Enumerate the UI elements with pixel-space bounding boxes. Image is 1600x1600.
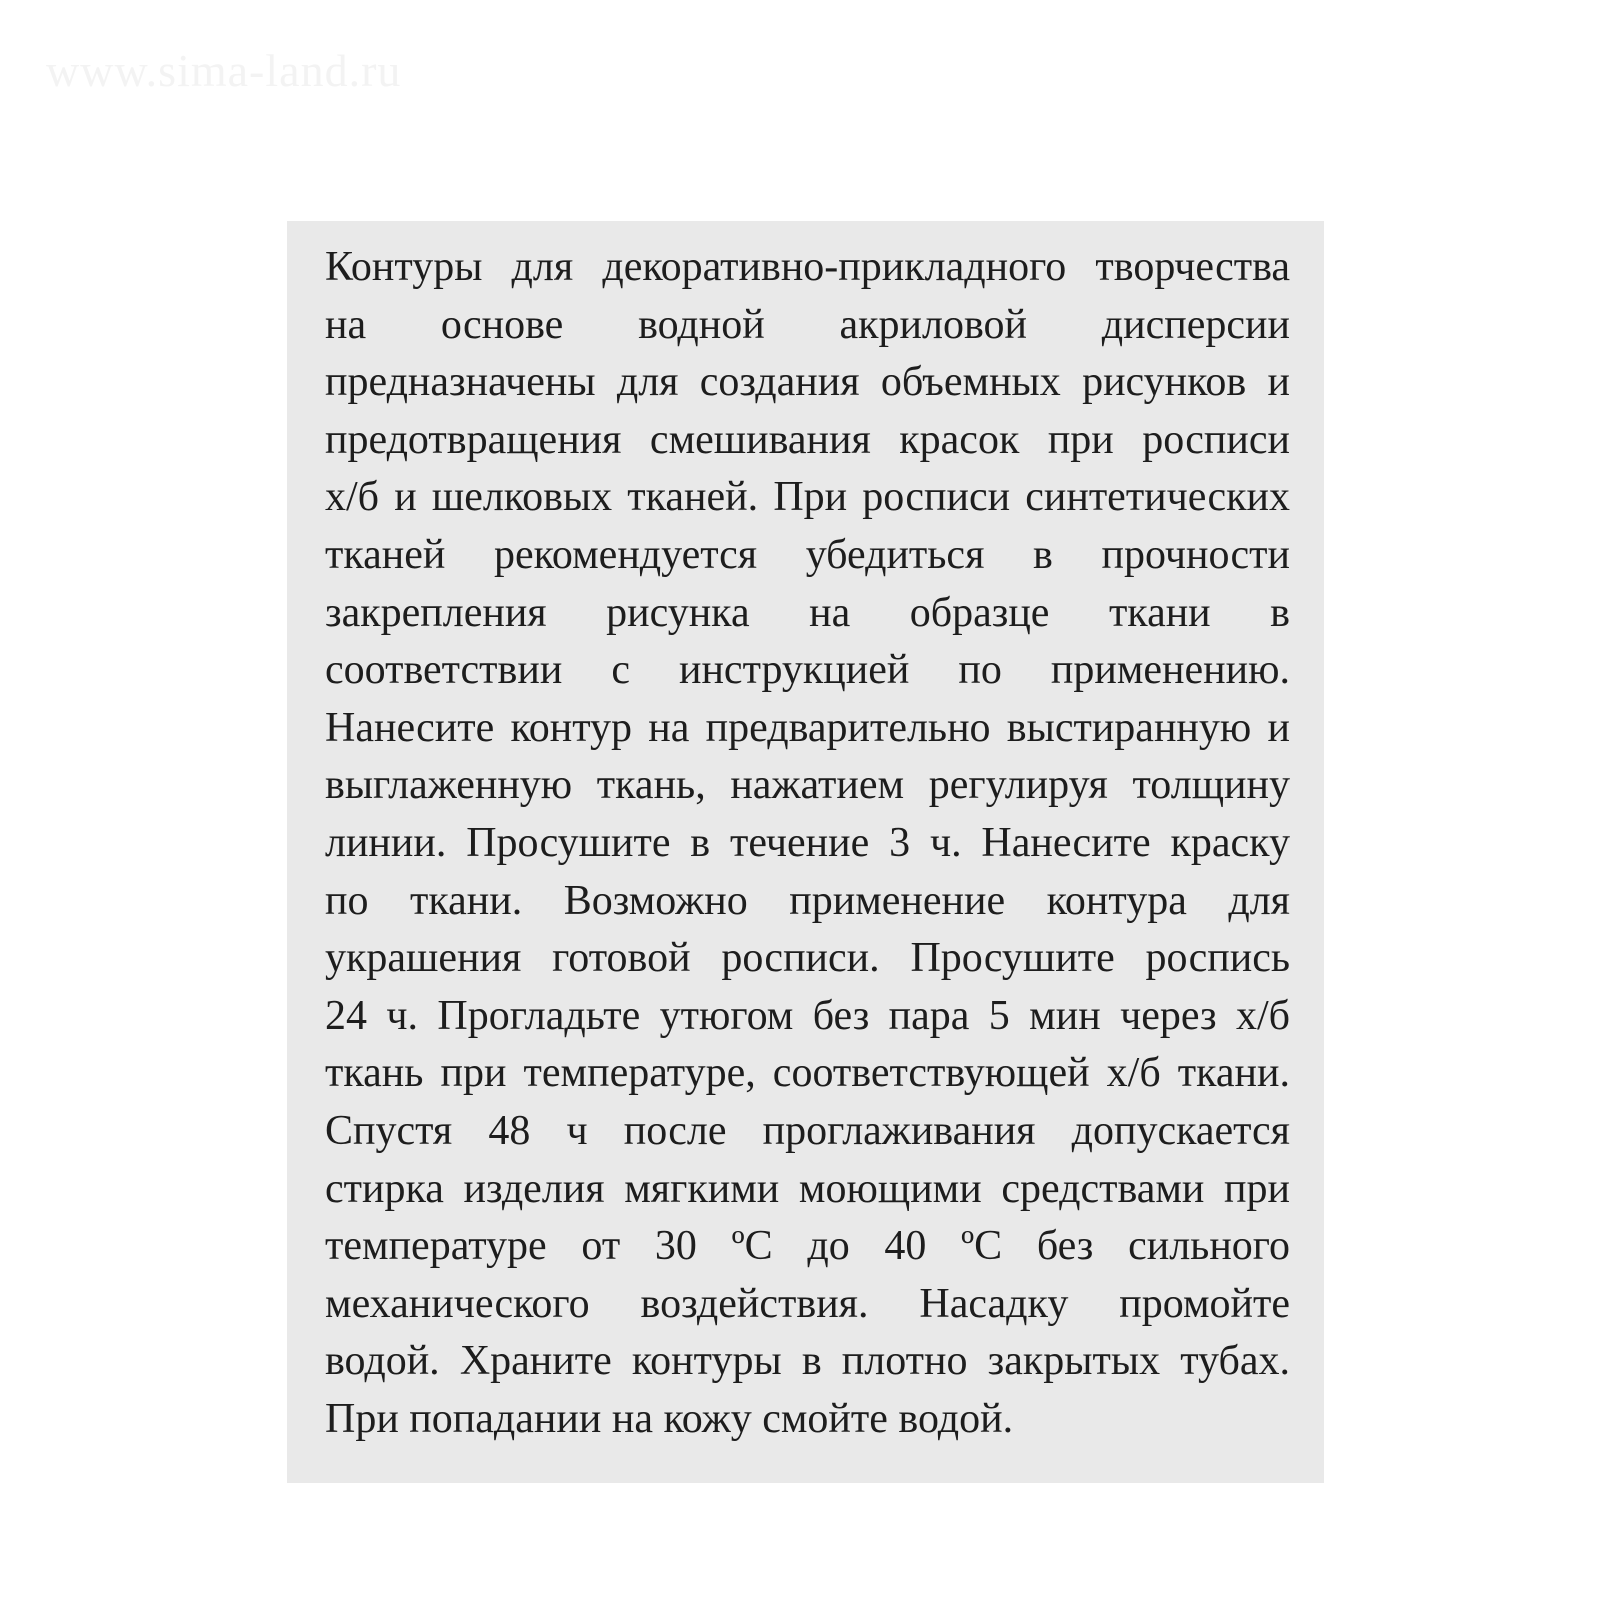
instruction-line: соответствии с инструкцией по применению. bbox=[325, 647, 1290, 694]
instruction-line: 24 ч. Прогладьте утюгом без пара 5 мин через х/б bbox=[325, 992, 1290, 1039]
instruction-line: украшения готовой росписи. Просушите роспись bbox=[325, 935, 1290, 982]
instructions-panel bbox=[287, 221, 1324, 1483]
instruction-line: на основе водной акриловой дисперсии bbox=[325, 301, 1290, 348]
instruction-line: Нанесите контур на предварительно выстиранную и bbox=[325, 704, 1290, 751]
instruction-line: линии. Просушите в течение 3 ч. Нанесите краску bbox=[325, 819, 1290, 866]
instruction-line: Спустя 48 ч после проглаживания допускается bbox=[325, 1107, 1290, 1154]
instruction-line: тканей рекомендуется убедиться в прочности bbox=[325, 531, 1290, 578]
instruction-line: водой. Храните контуры в плотно закрытых тубах. bbox=[325, 1338, 1290, 1385]
instruction-line: закрепления рисунка на образце ткани в bbox=[325, 589, 1290, 636]
instruction-line: стирка изделия мягкими моющими средствами при bbox=[325, 1165, 1290, 1212]
instruction-line: предотвращения смешивания красок при росписи bbox=[325, 416, 1290, 463]
instruction-line: Контуры для декоративно-прикладного творчества bbox=[325, 244, 1290, 290]
instruction-line: температуре от 30 ºС до 40 ºС без сильного bbox=[325, 1223, 1290, 1270]
watermark-text: www.sima-land.ru bbox=[46, 45, 402, 96]
instruction-line: предназначены для создания объемных рисунков и bbox=[325, 359, 1290, 406]
instruction-line: х/б и шелковых тканей. При росписи синтетических bbox=[325, 474, 1290, 521]
instruction-line: механического воздействия. Насадку промойте bbox=[325, 1280, 1290, 1327]
instruction-line: ткань при температуре, соответствующей х/б ткани. bbox=[325, 1050, 1290, 1097]
instruction-line: по ткани. Возможно применение контура для bbox=[325, 877, 1290, 924]
instruction-line: выглаженную ткань, нажатием регулируя толщину bbox=[325, 762, 1290, 809]
instruction-line: При попадании на кожу смойте водой. bbox=[325, 1395, 1014, 1442]
